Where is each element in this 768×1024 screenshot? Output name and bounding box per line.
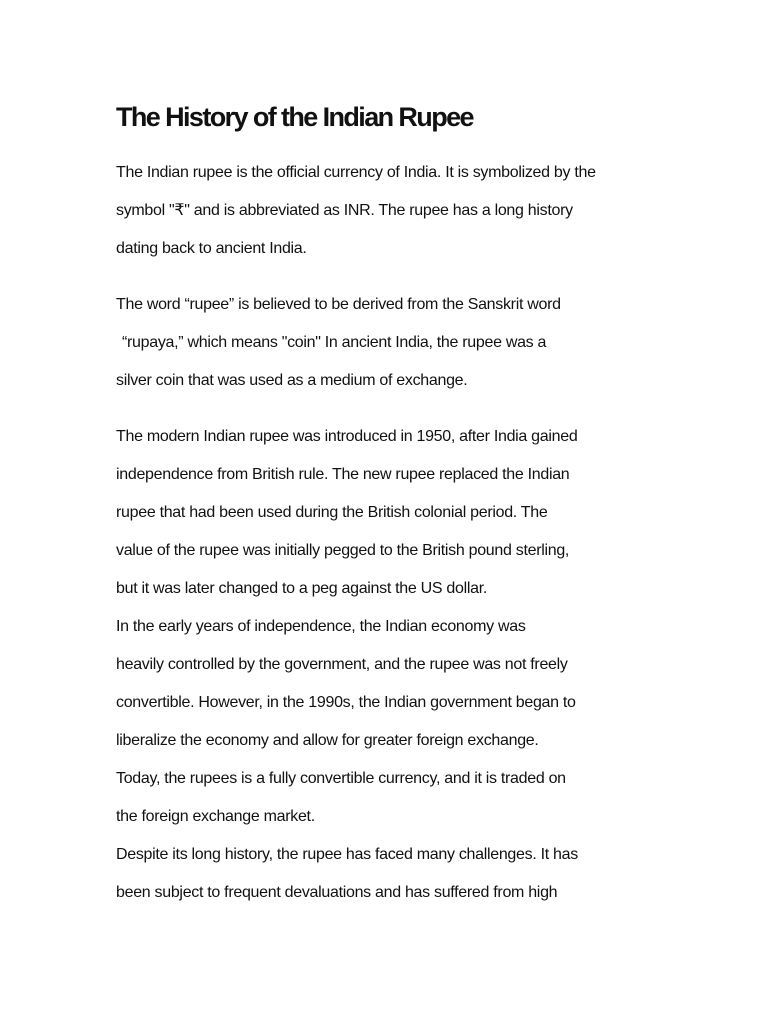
paragraph-gap <box>116 400 656 418</box>
text-line: The Indian rupee is the official currency of India. It is symbolized by the <box>116 164 596 181</box>
paragraph-modern-history <box>116 418 656 912</box>
text-line: In the early years of independence, the Indian economy was <box>116 618 526 635</box>
text-line: Today, the rupees is a fully convertible currency, and it is traded on <box>116 770 566 787</box>
text-line: independence from British rule. The new rupee replaced the Indian <box>116 466 570 483</box>
text-line: silver coin that was used as a medium of exchange. <box>116 372 468 389</box>
text-line: been subject to frequent devaluations and has suffered from high <box>116 884 558 901</box>
text-line: Despite its long history, the rupee has faced many challenges. It has <box>116 846 578 863</box>
text-line: The modern Indian rupee was introduced in 1950, after India gained <box>116 428 578 445</box>
text-line: rupee that had been used during the British colonial period. The <box>116 504 548 521</box>
text-line: value of the rupee was initially pegged to the British pound sterling, <box>116 542 570 559</box>
text-line: convertible. However, in the 1990s, the Indian government began to <box>116 694 576 711</box>
document-title: The History of the Indian Rupee <box>116 102 473 132</box>
document-page <box>116 98 656 912</box>
paragraph-etymology <box>116 286 656 400</box>
paragraph-gap <box>116 268 656 286</box>
text-line: symbol "₹" and is abbreviated as INR. The rupee has a long history <box>116 202 573 219</box>
text-line: the foreign exchange market. <box>116 808 315 825</box>
text-line: but it was later changed to a peg against the US dollar. <box>116 580 488 597</box>
text-line: liberalize the economy and allow for greater foreign exchange. <box>116 732 539 749</box>
text-line: dating back to ancient India. <box>116 240 307 257</box>
text-line: heavily controlled by the government, and the rupee was not freely <box>116 656 568 673</box>
paragraph-intro <box>116 154 656 268</box>
text-line: The word “rupee” is believed to be derived from the Sanskrit word <box>116 296 561 313</box>
text-line: “rupaya,” which means "coin" In ancient India, the rupee was a <box>122 334 547 351</box>
